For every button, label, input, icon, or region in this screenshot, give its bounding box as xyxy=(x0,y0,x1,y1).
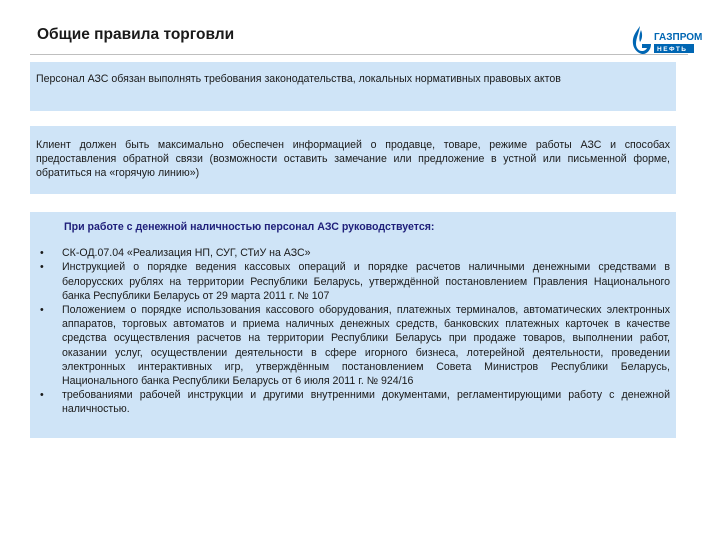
bullet-icon: • xyxy=(40,389,44,402)
cash-handling-list xyxy=(36,246,670,416)
page-title: Общие правила торговли xyxy=(37,26,235,43)
list-item xyxy=(36,260,670,303)
list-item xyxy=(36,246,670,260)
list-item-text: Положением о порядке использования кассового оборудования, платежных терминалов, автоматических электронных аппаратов, торговых автоматов и приема наличных денежных средств, банковских платежных карточек в качестве средства осуществления расчетов на территории Республики Беларусь при продаже товаров, выполнении работ, оказании услуг, осуществлении деятельности в сфере игорного бизнеса, лотерейной деятельности, проведении электронных интерактивных игр, утверждённым постановлением Совета Министров Республики Беларусь, Национального банка Республики Беларусь от 6 июля 2011 г. № 924/16 xyxy=(62,304,670,388)
staff-requirements-block xyxy=(30,62,676,111)
flame-icon xyxy=(633,26,651,54)
list-item xyxy=(36,388,670,416)
title-divider xyxy=(30,54,688,55)
bullet-icon: • xyxy=(40,261,44,274)
logo-brand-top: ГАЗПРОМ xyxy=(654,32,703,43)
client-information-block xyxy=(30,126,676,194)
list-item-text: СК-ОД.07.04 «Реализация НП, СУГ, СТиУ на АЗС» xyxy=(62,247,311,260)
logo-brand-bottom: НЕФТЬ xyxy=(657,46,688,53)
gazprom-neft-logo xyxy=(626,20,703,60)
bullet-icon: • xyxy=(40,304,44,317)
staff-requirements-text: Персонал АЗС обязан выполнять требования законодательства, локальных нормативных правовых актов xyxy=(36,73,561,85)
list-item-text: требованиями рабочей инструкции и другими внутренними документами, регламентирующими работу с денежной наличностью. xyxy=(62,389,670,416)
list-item xyxy=(36,303,670,388)
cash-handling-heading: При работе с денежной наличностью персонал АЗС руководствуется: xyxy=(64,221,435,233)
list-item-text: Инструкцией о порядке ведения кассовых операций и порядке расчетов наличными денежными средствами в белорусских рублях на территории Республики Беларусь, утверждённой постановлением Правления Национального банка Республики Беларусь от 29 марта 2011 г. № 107 xyxy=(62,261,670,302)
bullet-icon: • xyxy=(40,247,44,260)
cash-handling-block xyxy=(30,212,676,438)
client-information-text: Клиент должен быть максимально обеспечен информацией о продавце, товаре, режиме работы АЗС и способах предоставления обратной связи (возможности оставить замечание или предложение в устной или письменной форме, обратиться на «горячую линию») xyxy=(36,139,670,180)
